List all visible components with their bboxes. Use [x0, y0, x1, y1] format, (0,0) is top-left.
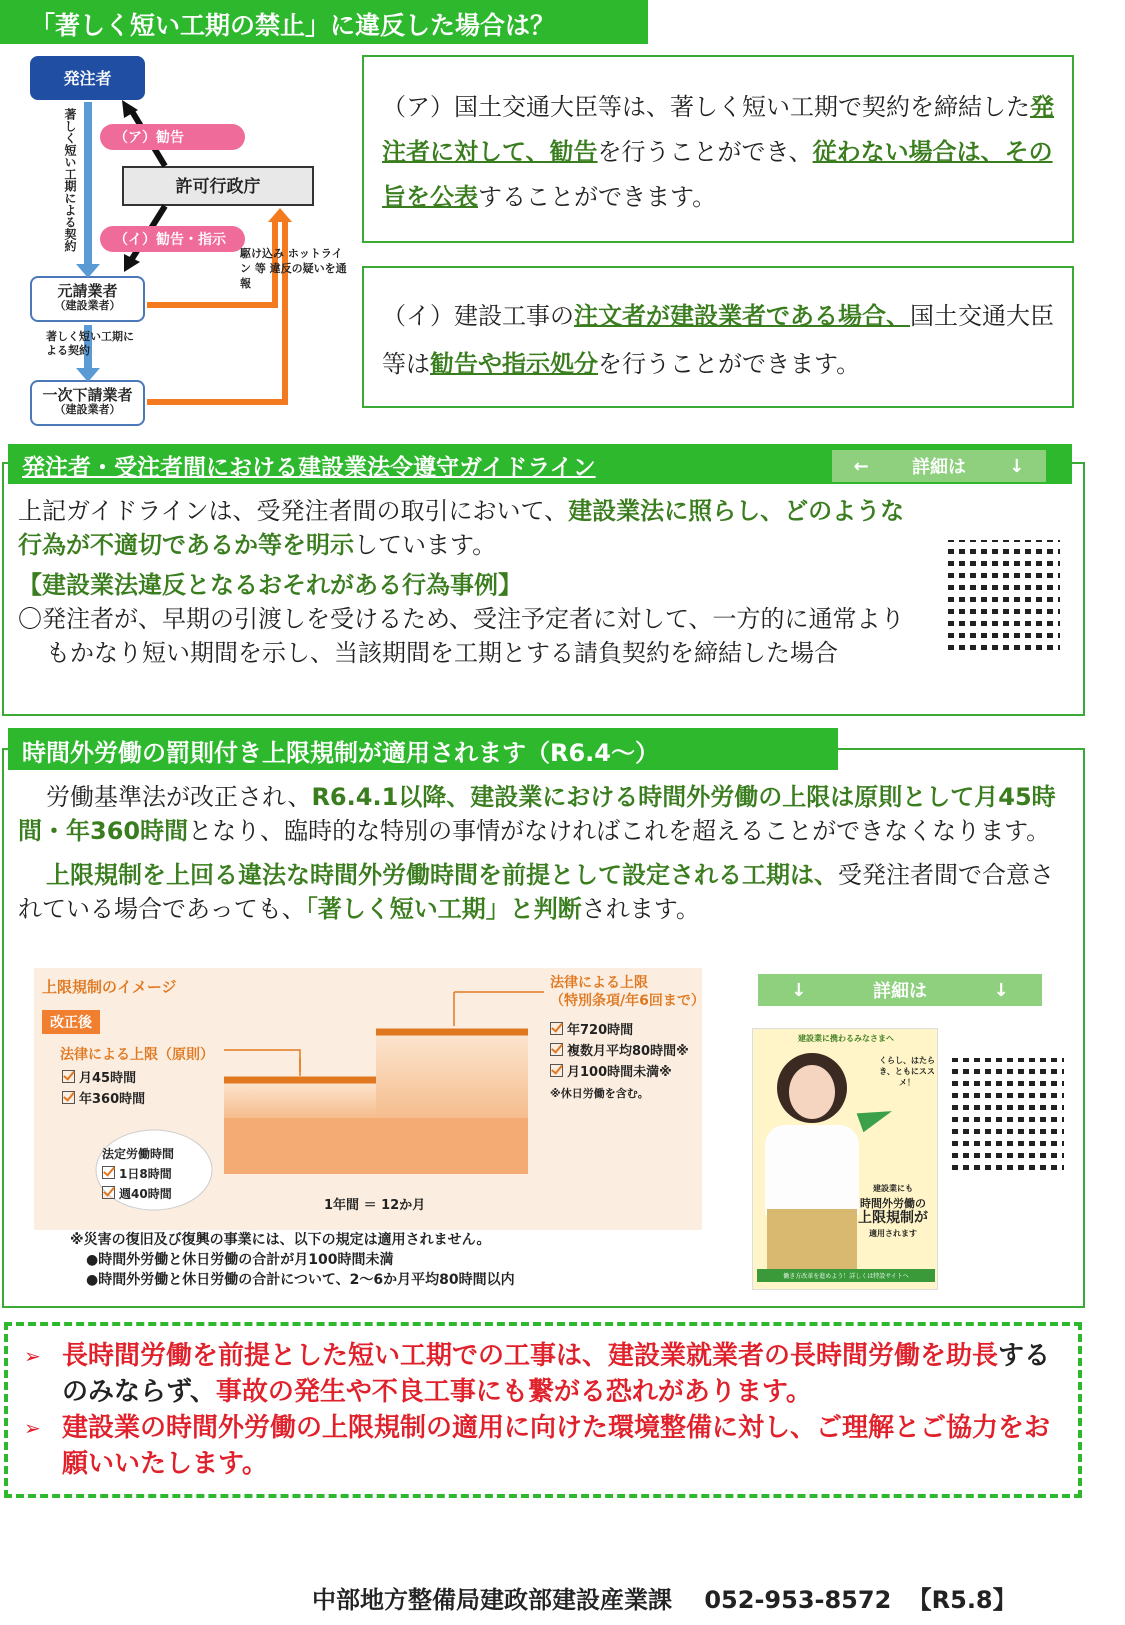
section3-highlight2: 上限規制を上回る違法な時間外労働時間を前提として設定される工期は、 — [46, 861, 838, 889]
prime-sub-label: （建設業者） — [54, 299, 121, 313]
pill-recommend-i: （イ）勧告・指示 — [100, 226, 245, 252]
notice-item-1 — [24, 1338, 1062, 1410]
box-i-text2: 国土交通大臣等は — [382, 302, 1054, 378]
overtime-qr-code[interactable] — [952, 1058, 1064, 1170]
special-label-sub: （特別条項/年6回まで） — [550, 993, 705, 1009]
section3-text4: されます。 — [581, 895, 700, 923]
box-i-highlight1: 注文者が建設業者である場合、 — [574, 302, 910, 330]
section2-subhead: 【建設業法違反となるおそれがある行為事例】 — [18, 571, 522, 599]
overtime-detail-label: 詳細は — [872, 981, 927, 1002]
poster-main — [847, 1181, 938, 1241]
guideline-detail-button[interactable] — [832, 450, 1046, 482]
overtime-detail-button[interactable] — [758, 974, 1042, 1006]
poster-main1: 建設業にも — [873, 1184, 913, 1193]
footer-org: 中部地方整備局建政部建設産業課 — [312, 1586, 672, 1614]
footer-version: 【R5.8】 — [907, 1586, 1017, 1614]
contract2-label: 著しく短い工期による契約 — [46, 330, 134, 357]
special-label-main: 法律による上限 — [550, 975, 648, 991]
report-label: 駆け込み ホットライン 等 違反の疑いを通報 — [240, 247, 347, 290]
section1-title-bar — [0, 0, 648, 44]
poster-face — [789, 1065, 835, 1119]
exemption-note-2: ●時間外労働と休日労働の合計について、2～6か月平均80時間以内 — [86, 1272, 515, 1288]
notice-red2: 事故の発生や不良工事にも繋がる恐れがあります。 — [215, 1377, 812, 1407]
principle-label: 法律による上限（原則） — [60, 1047, 214, 1063]
flow-diagram — [0, 50, 360, 430]
arrow-left-icon: ← — [853, 455, 869, 477]
notice-red1: 長時間労働を前提とした短い工期での工事は、建設業就業者の長時間労働を助長 — [62, 1341, 999, 1371]
arrow-down-icon: ↓ — [993, 979, 1009, 1001]
notice-box — [4, 1322, 1082, 1498]
special-item-2: 複数月平均80時間※ — [550, 1041, 689, 1062]
box-a-highlight1: 発注者に対して、勧告 — [382, 93, 1054, 166]
sub-sub-label: （建設業者） — [54, 403, 121, 417]
overtime-limit-chart — [34, 968, 705, 1230]
poster-footer: 働き方改革を進めよう！詳しくは特設サイトへ — [757, 1269, 935, 1282]
section2-text1: 上記ガイドラインは、受発注者間の取引において、 — [18, 497, 569, 525]
section2-text2: しています。 — [354, 531, 497, 559]
section3-para2 — [18, 858, 1063, 926]
sub-label: 一次下請業者 — [42, 386, 133, 404]
poster-top-text: 建設業に携わるみなさまへ — [798, 1034, 894, 1043]
section2-title: 発注者・受注者間における建設業法令遵守ガイドライン — [22, 455, 596, 481]
prime-label: 元請業者 — [57, 282, 118, 300]
pill-recommend-a: （ア）勧告 — [100, 124, 245, 150]
section2-example: 〇発注者が、早期の引渡しを受けるため、受注予定者に対して、一方的に通常よりもかなり短い期間を示し、当該期間を工期とする請負契約を締結した場合 — [18, 605, 905, 667]
exemption-notes — [70, 1230, 515, 1290]
chart-badge: 改正後 — [42, 1010, 100, 1034]
poster-main2: 時間外労働の — [860, 1197, 926, 1210]
exemption-note-1: ●時間外労働と休日労働の合計が月100時間未満 — [86, 1252, 394, 1268]
principle-item-1: 月45時間 — [62, 1068, 145, 1089]
notice-item-2 — [24, 1410, 1062, 1482]
box-a-highlight2: 従わない場合は、その旨を公表 — [382, 138, 1053, 211]
legal-item-2: 週40時間 — [102, 1184, 174, 1204]
bar-principle — [224, 1080, 376, 1118]
box-a-text2: を行うことができ、 — [597, 138, 813, 166]
bar-legal — [224, 1118, 528, 1174]
authority-node: 許可行政庁 — [122, 166, 314, 206]
client-node: 発注者 — [30, 56, 145, 100]
guideline-qr-code[interactable] — [948, 540, 1060, 650]
footer-phone: 052-953-8572 — [704, 1586, 892, 1614]
box-a-text1: （ア）国土交通大臣等は、著しく短い工期で契約を締結した — [382, 93, 1030, 121]
bar-special — [376, 1030, 528, 1118]
section2-body — [18, 494, 908, 670]
box-i-highlight2: 勧告や指示処分 — [430, 350, 598, 378]
section1-title: 「著しく短い工期の禁止」に違反した場合は？ — [30, 11, 556, 40]
guideline-detail-label: 詳細は — [911, 457, 966, 478]
footer — [312, 1580, 1112, 1615]
principle-item-2: 年360時間 — [62, 1089, 145, 1110]
section3-highlight3: 「著しく短い工期」と判断 — [305, 895, 582, 923]
notice-black: するのみならず、 — [62, 1341, 1051, 1407]
notice-red3: 建設業の時間外労働の上限規制の適用に向けた環境整備に対し、ご理解とご協力をお願いいたします。 — [62, 1413, 1051, 1479]
section2-highlight: 建設業法に照らし、どのような行為が不適切であるか等を明示 — [18, 497, 905, 559]
legal-item-1: 1日8時間 — [102, 1164, 174, 1184]
contract1-label: 著しく短い工期による契約 — [63, 108, 77, 252]
poster-body — [765, 1125, 859, 1215]
poster-bubble: くらし、はたらき、ともにススメ！ — [879, 1056, 935, 1087]
poster-main4: 適用されます — [869, 1229, 917, 1238]
section3-text1: 労働基準法が改正され、 — [46, 783, 312, 811]
section3-para1 — [18, 780, 1063, 848]
section3-title-bar — [8, 728, 838, 770]
special-item-1: 年720時間 — [550, 1020, 689, 1041]
chart-title: 上限規制のイメージ — [42, 978, 177, 996]
section3-body — [18, 780, 1063, 926]
section3-title: 時間外労働の罰則付き上限規制が適用されます（R6.4～） — [22, 739, 659, 767]
chart-xaxis-label: 1年間 ＝ 12か月 — [324, 1198, 426, 1213]
box-i-text1: （イ）建設工事の — [382, 302, 574, 330]
legal-label: 法定労働時間 — [102, 1147, 175, 1161]
campaign-poster[interactable] — [752, 1028, 938, 1290]
exemption-note-0: ※災害の復旧及び復興の事業には、以下の規定は適用されません。 — [70, 1232, 491, 1248]
poster-skirt — [767, 1209, 857, 1271]
section3-text3: 受発注者間で合意されている場合であっても、 — [18, 861, 1054, 923]
section3-text2: となり、臨時的な特別の事情がなければこれを超えることができなくなります。 — [188, 817, 1051, 845]
arrow-down-icon: ↓ — [1009, 455, 1025, 477]
section3-highlight1: R6.4.1以降、建設業における時間外労働の上限は原則として月45時間・年360時間 — [18, 783, 1056, 845]
bullet-arrow-icon: ➢ — [24, 1416, 41, 1440]
arrow-down-icon: ↓ — [791, 979, 807, 1001]
box-recommend-i — [362, 266, 1074, 408]
box-recommend-a — [362, 55, 1074, 243]
legal-hours — [102, 1144, 174, 1204]
poster-main3: 上限規制が — [858, 1210, 928, 1226]
bullet-arrow-icon: ➢ — [24, 1344, 41, 1368]
special-note: ※休日労働を含む。 — [550, 1087, 649, 1100]
box-a-text3: することができます。 — [478, 183, 717, 211]
poster-flag-icon — [857, 1102, 896, 1132]
special-item-3: 月100時間未満※ — [550, 1062, 689, 1083]
box-i-text3: を行うことができます。 — [598, 350, 861, 378]
